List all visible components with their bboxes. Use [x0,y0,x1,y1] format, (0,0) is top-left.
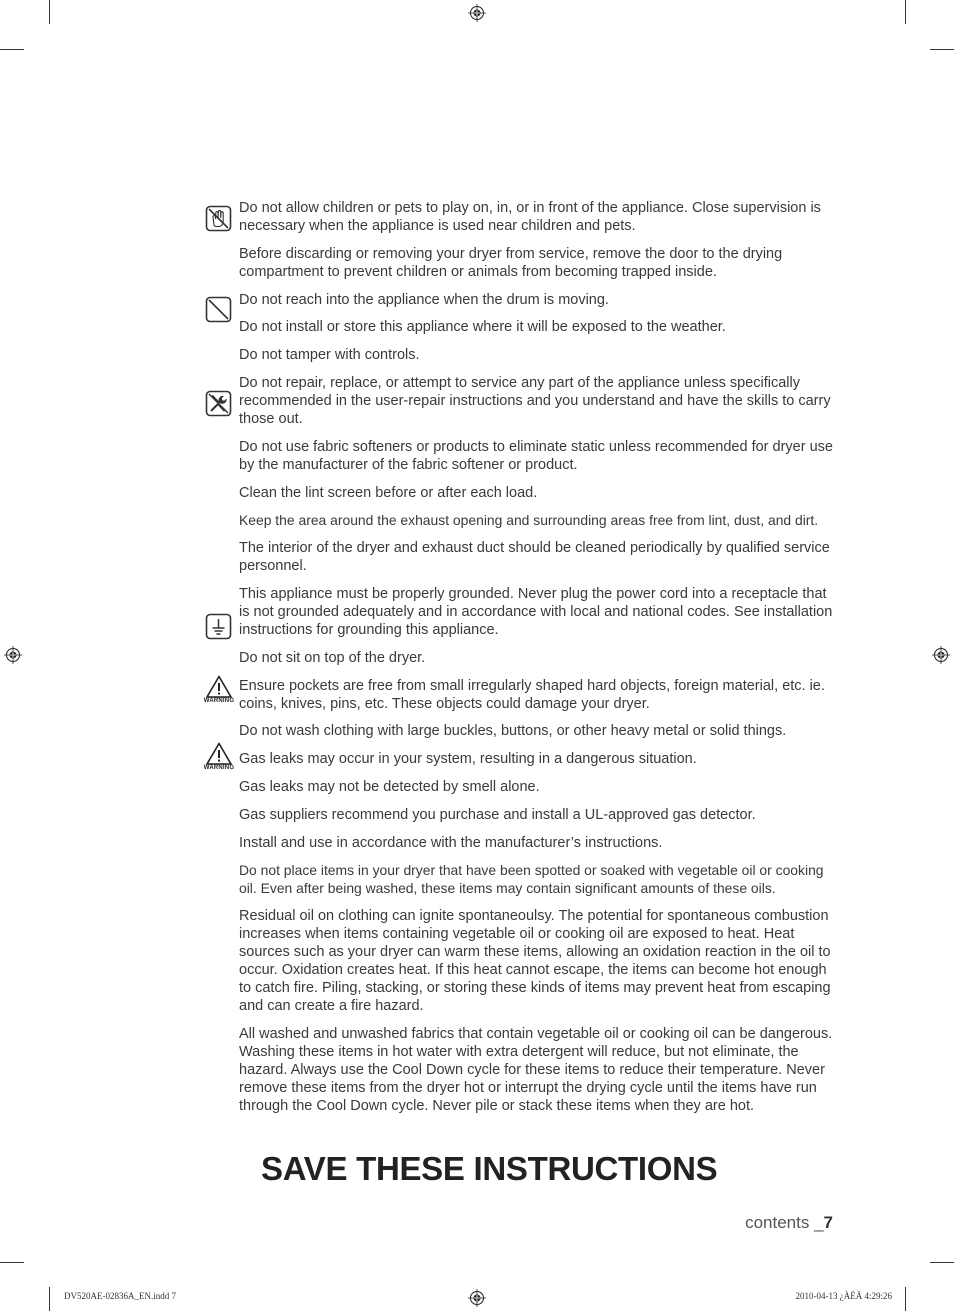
safety-instructions [239,199,839,1125]
paragraph: Do not wash clothing with large buckles, buttons, or other heavy metal or solid things. [239,723,787,740]
warning-label: WARNING [203,698,235,704]
paragraph: Do not reach into the appliance when the drum is moving. [239,291,609,308]
warning-label: WARNING [203,765,235,771]
paragraph: Do not allow children or pets to play on, in, or in front of the appliance. Close supervision is necessary when the appliance is used near children and pets. [239,200,821,234]
warning-icon [201,675,237,704]
warning-icon [201,742,237,771]
save-instructions-heading: SAVE THESE INSTRUCTIONS [261,1150,718,1187]
crop-mark [930,1262,954,1263]
crop-mark [905,0,906,24]
paragraph: All washed and unwashed fabrics that contain vegetable oil or cooking oil can be dangerous. Washing these items in hot water with extra detergent will reduce, but not eliminate, the hazard. Always use the Cool Down cycle for these items to reduce their temperature. Never remove these items from the dryer hot or interrupt the drying cycle until the items have run through the Cool Down cycle. Never pile or stack these items when they are hot. [239,1025,833,1114]
paragraph: Do not repair, replace, or attempt to service any part of the appliance unless specifically recommended in the user-repair instructions and you understand and have the skills to carry those out. [239,374,831,427]
no-hand-icon [205,205,232,232]
crop-mark [905,1287,906,1311]
crop-mark [49,1287,50,1311]
print-slug-date: 2010-04-13 ¿ÀÈÄ 4:29:26 [795,1291,892,1301]
page-number-value: 7 [823,1213,833,1232]
crop-mark [930,49,954,50]
registration-mark-icon [932,646,950,664]
paragraph: Do not tamper with controls. [239,347,420,364]
ground-icon [205,613,232,640]
registration-mark-icon [468,4,486,22]
crop-mark [0,1262,24,1263]
prohibit-icon [205,296,232,323]
registration-mark-icon [4,646,22,664]
paragraph: Gas leaks may not be detected by smell alone. [239,778,540,795]
paragraph: Do not install or store this appliance where it will be exposed to the weather. [239,319,726,336]
crop-mark [0,49,24,50]
paragraph: Gas leaks may occur in your system, resulting in a dangerous situation. [239,751,697,768]
no-tools-icon [205,390,232,417]
paragraph: Ensure pockets are free from small irregularly shaped hard objects, foreign material, etc. ie. coins, knives, pins, etc. These objects could damage your dryer. [239,677,825,712]
paragraph: Install and use in accordance with the manufacturer’s instructions. [239,834,663,851]
registration-mark-icon [468,1289,486,1307]
section-label: contents _ [745,1213,824,1232]
crop-mark [49,0,50,24]
paragraph: Do not sit on top of the dryer. [239,649,426,666]
paragraph: Do not place items in your dryer that have been spotted or soaked with vegetable oil or cooking oil. Even after being washed, these items may contain significant amounts of these oils. [239,862,824,897]
paragraph: Do not use fabric softeners or products to eliminate static unless recommended for dryer use by the manufacturer of the fabric softener or product. [239,438,833,473]
paragraph: Before discarding or removing your dryer from service, remove the door to the drying compartment to prevent children or animals from becoming trapped inside. [239,245,783,280]
paragraph: Keep the area around the exhaust opening and surrounding areas free from lint, dust, and dirt. [239,512,819,529]
print-slug-file: DV520AE-02836A_EN.indd 7 [64,1291,176,1301]
paragraph: Gas suppliers recommend you purchase and install a UL-approved gas detector. [239,806,756,823]
paragraph: Residual oil on clothing can ignite spontaneoulsy. The potential for spontaneous combustion increases when items containing vegetable oil or cooking oil are exposed to heat. Heat sources such as your dryer can warm these items, allowing an oxidation reaction in the oil to occur. Oxidation creates heat. If this heat cannot escape, the items can become hot enough to catch fire. Piling, stacking, or storing these kinds of items may prevent heat from escaping and can create a fire hazard. [239,908,831,1015]
paragraph: The interior of the dryer and exhaust duct should be cleaned periodically by qualified service personnel. [239,540,830,575]
page-number [745,1213,833,1233]
paragraph: This appliance must be properly grounded. Never plug the power cord into a receptacle that is not grounded adequately and in accordance with local and national codes. See installation instructions for grounding this appliance. [239,585,833,638]
paragraph: Clean the lint screen before or after each load. [239,484,538,501]
